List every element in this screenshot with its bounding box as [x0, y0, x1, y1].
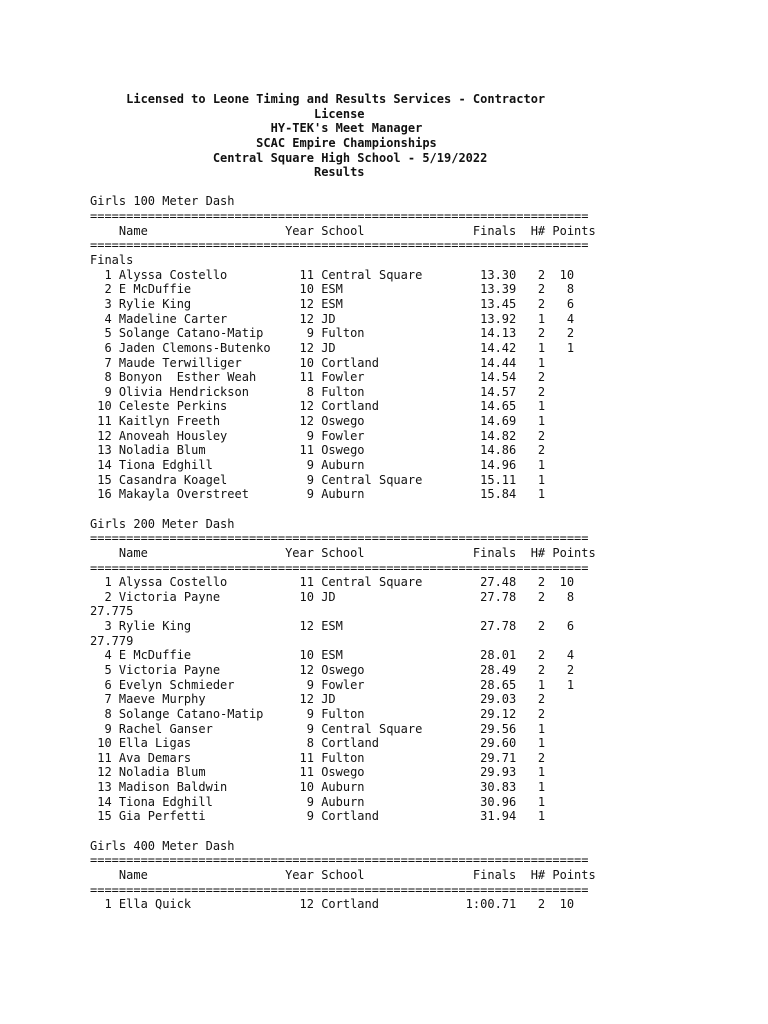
result-row: 14 Tiona Edghill 9 Auburn 30.96 1 — [90, 794, 546, 809]
result-row: 11 Ava Demars 11 Fulton 29.71 2 — [90, 750, 546, 765]
result-row: 10 Celeste Perkins 12 Cortland 14.65 1 — [90, 399, 546, 414]
result-row: 2 Victoria Payne 10 JD 27.78 2 8 — [90, 589, 575, 604]
software-line: HY-TEK's Meet Manager — [90, 121, 423, 136]
license-line: Licensed to Leone Timing and Results Services - Contractor — [90, 92, 546, 106]
license-line-cont: License — [90, 106, 365, 121]
result-row: 13 Noladia Blum 11 Oswego 14.86 2 — [90, 443, 546, 458]
result-row: 27.779 — [90, 633, 134, 648]
result-row: 12 Anoveah Housley 9 Fowler 14.82 2 — [90, 428, 546, 443]
meet-location-date: Central Square High School - 5/19/2022 — [90, 150, 488, 165]
result-row: 10 Ella Ligas 8 Cortland 29.60 1 — [90, 736, 546, 751]
result-row: 6 Jaden Clemons-Butenko 12 JD 14.42 1 1 — [90, 340, 575, 355]
column-headers: Name Year School Finals H# Points — [90, 545, 596, 560]
result-row: 16 Makayla Overstreet 9 Auburn 15.84 1 — [90, 487, 546, 502]
result-row: 1 Alyssa Costello 11 Central Square 13.30 2 10 — [90, 267, 575, 282]
result-row: 1 Ella Quick 12 Cortland 1:00.71 2 10 — [90, 897, 575, 912]
result-row: 9 Olivia Hendrickson 8 Fulton 14.57 2 — [90, 384, 546, 399]
spacer — [90, 180, 596, 195]
event-title: Girls 100 Meter Dash — [90, 194, 235, 209]
result-row: 6 Evelyn Schmieder 9 Fowler 28.65 1 1 — [90, 677, 575, 692]
spacer — [90, 824, 596, 839]
result-row: 15 Gia Perfetti 9 Cortland 31.94 1 — [90, 809, 546, 824]
result-row: 9 Rachel Ganser 9 Central Square 29.56 1 — [90, 721, 546, 736]
document-header — [90, 92, 596, 180]
result-row: 1 Alyssa Costello 11 Central Square 27.48 2 10 — [90, 575, 575, 590]
separator-rule: ===================================================================== — [90, 853, 589, 868]
separator-rule: ===================================================================== — [90, 882, 589, 897]
result-row: 13 Madison Baldwin 10 Auburn 30.83 1 — [90, 780, 546, 795]
result-row: 14 Tiona Edghill 9 Auburn 14.96 1 — [90, 458, 546, 473]
result-row: 2 E McDuffie 10 ESM 13.39 2 8 — [90, 282, 575, 297]
separator-rule: ===================================================================== — [90, 560, 589, 575]
separator-rule: ===================================================================== — [90, 209, 589, 224]
column-headers: Name Year School Finals H# Points — [90, 867, 596, 882]
event-title: Girls 400 Meter Dash — [90, 838, 235, 853]
separator-rule: ===================================================================== — [90, 531, 589, 546]
result-row: 8 Bonyon Esther Weah 11 Fowler 14.54 2 — [90, 370, 546, 385]
result-row: 15 Casandra Koagel 9 Central Square 15.11 1 — [90, 472, 546, 487]
separator-rule: ===================================================================== — [90, 238, 589, 253]
result-row: 4 E McDuffie 10 ESM 28.01 2 4 — [90, 648, 575, 663]
result-row: 11 Kaitlyn Freeth 12 Oswego 14.69 1 — [90, 414, 546, 429]
events-container — [90, 194, 596, 911]
column-headers: Name Year School Finals H# Points — [90, 223, 596, 238]
result-row: 12 Noladia Blum 11 Oswego 29.93 1 — [90, 765, 546, 780]
event-section — [90, 839, 596, 912]
event-title: Girls 200 Meter Dash — [90, 516, 235, 531]
result-row: 7 Maeve Murphy 12 JD 29.03 2 — [90, 692, 546, 707]
result-row: 3 Rylie King 12 ESM 13.45 2 6 — [90, 296, 575, 311]
result-row: 5 Victoria Payne 12 Oswego 28.49 2 2 — [90, 662, 575, 677]
result-row: 4 Madeline Carter 12 JD 13.92 1 4 — [90, 311, 575, 326]
results-heading: Results — [90, 165, 365, 180]
event-section — [90, 194, 596, 516]
result-row: 3 Rylie King 12 ESM 27.78 2 6 — [90, 619, 575, 634]
event-section — [90, 517, 596, 839]
result-row: 27.775 — [90, 604, 134, 619]
results-document — [90, 92, 596, 912]
meet-title: SCAC Empire Championships — [90, 135, 437, 150]
result-row: 5 Solange Catano-Matip 9 Fulton 14.13 2 2 — [90, 326, 575, 341]
spacer — [90, 502, 596, 517]
result-row: 8 Solange Catano-Matip 9 Fulton 29.12 2 — [90, 706, 546, 721]
section-label: Finals — [90, 253, 134, 268]
result-row: 7 Maude Terwilliger 10 Cortland 14.44 1 — [90, 355, 546, 370]
